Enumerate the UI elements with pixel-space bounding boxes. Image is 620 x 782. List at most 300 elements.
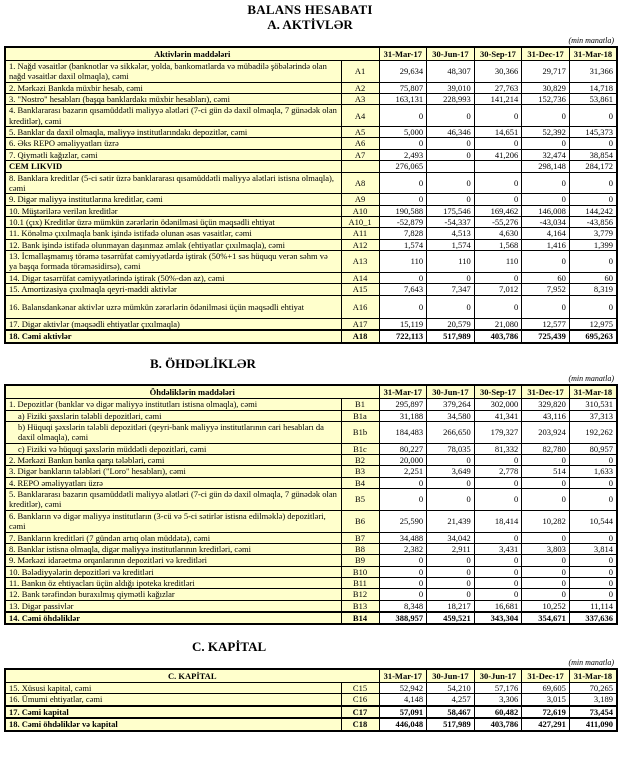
value-cell: 145,373 [569,127,617,138]
value-cell: 3,431 [474,543,522,554]
value-cell: 0 [474,555,522,566]
row-code: A2 [341,82,379,93]
row-label: 12. Bank tərəfindən buraxılmış qiymətli kağızlar [5,589,341,600]
value-cell: 18,414 [474,510,522,532]
row-code: A18 [341,330,379,342]
page-title: BALANS HESABATI [247,2,373,17]
value-cell: 82,780 [522,443,570,454]
value-cell: 403,786 [474,330,522,342]
value-cell: 514 [522,466,570,477]
row-code: C15 [341,683,379,694]
row-label: 3. Digər bankların tələbləri ("Loro" hesabları), cəmi [5,466,341,477]
row-label: 18. Cəmi aktivlər [5,330,341,342]
row-code: B1a [341,410,379,421]
value-cell: -52,879 [379,216,427,227]
table-row [5,489,617,511]
value-cell: 3,803 [522,543,570,554]
row-code: B12 [341,589,379,600]
value-cell: 1,399 [569,239,617,250]
row-label: 4. REPO əməliyyatları üzrə [5,477,341,488]
table-row [5,251,617,273]
value-cell: 343,304 [474,612,522,624]
table-row [5,532,617,543]
value-cell: 110 [379,251,427,273]
table-row [5,318,617,330]
row-code: A5 [341,127,379,138]
table-row [5,706,617,718]
row-code [341,161,379,172]
value-cell: 379,264 [427,399,475,410]
value-cell: 41,341 [474,410,522,421]
value-cell: 70,265 [569,683,617,694]
value-cell: 5,000 [379,127,427,138]
section-heading-aktivler: A. AKTİVLƏR [267,17,353,33]
value-cell: 80,957 [569,443,617,454]
value-cell: 0 [427,149,475,160]
header-row [5,47,617,61]
value-cell: 0 [522,105,570,127]
row-label: 10. Müştərilərə verilən kreditlər [5,205,341,216]
value-cell: 0 [569,489,617,511]
value-cell: 0 [569,532,617,543]
value-cell: 0 [379,194,427,205]
value-cell: -43,856 [569,216,617,227]
row-code: A12 [341,239,379,250]
date-column-header: 31-Dec-17 [522,47,570,61]
value-cell: 73,454 [569,706,617,718]
value-cell: 0 [379,577,427,588]
row-label: 17. Digər aktivlər (məqsədli ehtiyatlar çıxılmaqla) [5,318,341,330]
table-row [5,239,617,250]
value-cell: 75,807 [379,82,427,93]
row-label: 9. Digər maliyyə institutlarına kreditlər, cəmi [5,194,341,205]
row-code: A6 [341,138,379,149]
value-cell: 69,605 [522,683,570,694]
value-cell: 0 [427,455,475,466]
row-label: 12. Bank işində istifadə olunmayan daşınmaz əmlak (ehtiyatlar çıxılmaqla), cəmi [5,239,341,250]
row-label: 11. Könəlmə çıxılmaqla bank işində istifadə olunan əsas vəsaitlər, cəmi [5,228,341,239]
value-cell: -55,276 [474,216,522,227]
table-row [5,477,617,488]
row-code: A15 [341,284,379,295]
items-column-header: C. KAPİTAL [5,669,379,683]
value-cell: 0 [569,477,617,488]
value-cell: 411,090 [569,718,617,730]
table-row [5,127,617,138]
row-code: B5 [341,489,379,511]
row-code: B14 [341,612,379,624]
row-label: 1. Nağd vəsaitlər (banknotlar və sikkələr, yolda, bankomatlarda və mübadilə şöbələrində olan nağd vəsaitlər daxil olmaqla), cəmi [5,60,341,82]
row-code: B8 [341,543,379,554]
value-cell: 0 [569,566,617,577]
value-cell: 0 [427,577,475,588]
value-cell: 0 [427,138,475,149]
row-code: B4 [341,477,379,488]
table-row [5,205,617,216]
value-cell: 0 [569,455,617,466]
row-label: 16. Ümumi ehtiyatlar, cəmi [5,694,341,706]
value-cell: 0 [427,295,475,318]
row-code: A13 [341,251,379,273]
value-cell: 0 [427,477,475,488]
row-code: A7 [341,149,379,160]
value-cell: 52,392 [522,127,570,138]
value-cell: 1,633 [569,466,617,477]
value-cell: 4,148 [379,694,427,706]
row-code: B1 [341,399,379,410]
value-cell: 695,263 [569,330,617,342]
value-cell: 0 [474,138,522,149]
value-cell: 25,590 [379,510,427,532]
value-cell: 152,736 [522,94,570,105]
value-cell: 0 [474,477,522,488]
value-cell: 0 [569,138,617,149]
row-code: A10 [341,205,379,216]
value-cell: 2,911 [427,543,475,554]
value-cell: 0 [474,577,522,588]
value-cell: 3,306 [474,694,522,706]
row-label: 15. Amortizasiya çıxılmaqla qeyri-maddi aktivlər [5,284,341,295]
value-cell: 0 [474,566,522,577]
value-cell: 0 [474,272,522,283]
value-cell: 459,521 [427,612,475,624]
value-cell: 0 [569,172,617,194]
value-cell: 0 [379,489,427,511]
date-column-header: 30-Jun-17 [474,669,522,683]
row-label: 7. Qiymətli kağızlar, cəmi [5,149,341,160]
value-cell: 0 [427,489,475,511]
date-column-header: 31-Mar-18 [569,669,617,683]
value-cell: 175,546 [427,205,475,216]
value-cell: 0 [379,272,427,283]
value-cell: 0 [522,194,570,205]
value-cell: 146,008 [522,205,570,216]
table-row [5,543,617,554]
value-cell: 354,671 [522,612,570,624]
table-row [5,399,617,410]
value-cell: 60 [522,272,570,283]
value-cell: 0 [522,555,570,566]
row-label: 18. Cəmi öhdəliklər və kapital [5,718,341,730]
value-cell: 0 [522,532,570,543]
row-code: C18 [341,718,379,730]
date-column-header: 30-Sep-17 [474,47,522,61]
value-cell: 0 [474,105,522,127]
value-cell: 0 [522,489,570,511]
row-label: 10. Bələdiyyələrin depozitləri və kreditləri [5,566,341,577]
value-cell: 298,148 [522,161,570,172]
table-row [5,510,617,532]
row-label: 5. Banklararası bazarın qısamüddətli maliyyə alətləri (7-ci gün də daxil olmaqla, 7 günədək olan kreditlər), cəmi [5,489,341,511]
table-row [5,60,617,82]
table-row [5,228,617,239]
value-cell: 27,763 [474,82,522,93]
value-cell: 190,588 [379,205,427,216]
table-row [5,683,617,694]
header-row [5,669,617,683]
value-cell: 7,828 [379,228,427,239]
value-cell: 29,634 [379,60,427,82]
unit-note-a: (min manatla) [568,35,614,45]
ohdelikler-table [4,384,618,626]
value-cell: 0 [474,194,522,205]
value-cell: 48,307 [427,60,475,82]
value-cell: 12,577 [522,318,570,330]
value-cell: 1,574 [427,239,475,250]
value-cell: 295,897 [379,399,427,410]
value-cell: 10,282 [522,510,570,532]
table-row [5,718,617,730]
value-cell: 329,820 [522,399,570,410]
value-cell: 0 [379,172,427,194]
value-cell: 30,366 [474,60,522,82]
value-cell: 14,651 [474,127,522,138]
value-cell: 192,262 [569,421,617,443]
date-column-header: 30-Jun-17 [427,47,475,61]
value-cell: -54,337 [427,216,475,227]
table-row [5,577,617,588]
value-cell: 20,579 [427,318,475,330]
table-row [5,216,617,227]
row-label: 8. Banklar istisna olmaqla, digər maliyyə institutlarının kreditləri, cəmi [5,543,341,554]
row-label: 15. Xüsusi kapital, cəmi [5,683,341,694]
value-cell: 15,119 [379,318,427,330]
table-row [5,566,617,577]
value-cell: 0 [379,555,427,566]
row-label: 4. Banklararası bazarın qısamüddətli maliyyə alətləri (7-ci gün də daxil olmaqla, 7 günədək olan kreditlər), cəmi [5,105,341,127]
date-column-header: 31-Mar-17 [379,385,427,399]
value-cell: 0 [427,194,475,205]
value-cell: 0 [569,194,617,205]
row-label: 14. Digər təsərrüfat cəmiyyətlərində iştirak (50%-dən az), cəmi [5,272,341,283]
row-code: A8 [341,172,379,194]
value-cell: 203,924 [522,421,570,443]
value-cell: 3,814 [569,543,617,554]
value-cell: 7,347 [427,284,475,295]
row-code: A1 [341,60,379,82]
row-code: B7 [341,532,379,543]
value-cell: 0 [522,566,570,577]
value-cell: 725,439 [522,330,570,342]
value-cell: 39,010 [427,82,475,93]
value-cell: 1,416 [522,239,570,250]
row-code: A10_1 [341,216,379,227]
value-cell: 10,544 [569,510,617,532]
section-ohdelikler [0,357,620,626]
date-column-header: 31-Mar-18 [569,385,617,399]
value-cell: 11,114 [569,600,617,612]
date-column-header: 31-Mar-17 [379,47,427,61]
value-cell: 0 [474,455,522,466]
value-cell: 0 [522,295,570,318]
row-label: 14. Cəmi öhdəliklər [5,612,341,624]
value-cell: 228,993 [427,94,475,105]
row-code: A3 [341,94,379,105]
value-cell: 21,439 [427,510,475,532]
row-label: CEM LIKVID [5,161,341,172]
table-row [5,410,617,421]
value-cell: 0 [522,477,570,488]
value-cell: 2,778 [474,466,522,477]
value-cell: 3,189 [569,694,617,706]
row-label: 2. Mərkəzi Bankın banka qarşı tələbləri, cəmi [5,455,341,466]
row-code: A4 [341,105,379,127]
value-cell: 0 [569,295,617,318]
row-label: 16. Balansdankənar aktivlər uzrə mümkün zərərlərin ödənilməsi üçün məqsədli ehtiyat [5,295,341,318]
row-label: 9. Mərkəzi idarəetmə orqanlarının depozitləri və kreditləri [5,555,341,566]
value-cell: 4,257 [427,694,475,706]
row-code: B1b [341,421,379,443]
table-row [5,694,617,706]
value-cell: 2,251 [379,466,427,477]
value-cell: 78,035 [427,443,475,454]
row-code: B10 [341,566,379,577]
value-cell: 517,989 [427,718,475,730]
value-cell: 110 [474,251,522,273]
value-cell: 31,188 [379,410,427,421]
value-cell: 2,382 [379,543,427,554]
table-row [5,295,617,318]
unit-note-c: (min manatla) [568,657,614,667]
table-row [5,443,617,454]
table-row [5,330,617,342]
row-code: B6 [341,510,379,532]
value-cell: 110 [427,251,475,273]
row-label: 10.1 (çıx) Kreditlər üzrə mümkün zərərlərin ödənilməsi üçün məqsədli ehtiyat [5,216,341,227]
value-cell: 20,000 [379,455,427,466]
value-cell: 517,989 [427,330,475,342]
value-cell: 0 [474,532,522,543]
value-cell: 21,080 [474,318,522,330]
value-cell: 169,462 [474,205,522,216]
kapital-table [4,668,618,732]
row-label: 11. Bankın öz ehtiyacları üçün aldığı ipoteka kreditləri [5,577,341,588]
value-cell: 43,116 [522,410,570,421]
value-cell: 0 [474,295,522,318]
unit-note-b: (min manatla) [568,373,614,383]
table-row [5,421,617,443]
value-cell: 0 [427,566,475,577]
row-label: 5. Banklar da daxil olmaqla, maliyyə institutlarındakı depozitlər, cəmi [5,127,341,138]
table-row [5,194,617,205]
aktivler-table [4,46,618,344]
row-label: c) Fiziki və hüquqi şəxslərin müddətli depozitləri, cəmi [5,443,341,454]
value-cell: 0 [569,589,617,600]
value-cell: 7,012 [474,284,522,295]
date-column-header: 31-Mar-17 [379,669,427,683]
value-cell: 0 [427,105,475,127]
value-cell: 32,474 [522,149,570,160]
value-cell: 310,531 [569,399,617,410]
table-row [5,272,617,283]
date-column-header: 30-Sep-17 [474,385,522,399]
value-cell: 46,346 [427,127,475,138]
row-code: A16 [341,295,379,318]
value-cell: 0 [379,295,427,318]
value-cell: 184,483 [379,421,427,443]
value-cell: 72,619 [522,706,570,718]
value-cell: 52,942 [379,683,427,694]
row-code: B3 [341,466,379,477]
value-cell: 57,091 [379,706,427,718]
value-cell: 14,718 [569,82,617,93]
value-cell: 427,291 [522,718,570,730]
value-cell: 446,048 [379,718,427,730]
table-row [5,466,617,477]
value-cell: 4,513 [427,228,475,239]
value-cell: 1,568 [474,239,522,250]
value-cell: 337,636 [569,612,617,624]
value-cell: 403,786 [474,718,522,730]
table-row [5,172,617,194]
value-cell: 0 [522,589,570,600]
table-row [5,589,617,600]
row-label: 7. Bankların kreditləri (7 gündən artıq olan müddətə), cəmi [5,532,341,543]
value-cell: 8,319 [569,284,617,295]
header-row [5,385,617,399]
row-label: 13. İcmallaşmamış törəmə təsərrüfat cəmiyyətlərdə iştirak (50%+1 səs hüququ verən səhm və ya başqa formada törəməsidirsə), cəmi [5,251,341,273]
value-cell: 163,131 [379,94,427,105]
row-code: B13 [341,600,379,612]
value-cell: 8,348 [379,600,427,612]
value-cell: 41,206 [474,149,522,160]
value-cell: 3,015 [522,694,570,706]
value-cell: 58,467 [427,706,475,718]
value-cell: 60 [569,272,617,283]
section-kapital [0,640,620,731]
value-cell: 388,957 [379,612,427,624]
value-cell: 57,176 [474,683,522,694]
value-cell: 0 [522,138,570,149]
value-cell: 0 [427,272,475,283]
value-cell: 284,172 [569,161,617,172]
row-label: a) Fiziki şəxslərin tələbli depozitləri, cəmi [5,410,341,421]
value-cell: 722,113 [379,330,427,342]
row-label: 6. Əks REPO əməliyyatları üzrə [5,138,341,149]
value-cell [427,161,475,172]
value-cell: 18,217 [427,600,475,612]
table-row [5,149,617,160]
value-cell: 1,574 [379,239,427,250]
value-cell: 81,332 [474,443,522,454]
table-row [5,138,617,149]
value-cell: 54,210 [427,683,475,694]
value-cell: 16,681 [474,600,522,612]
value-cell: 38,854 [569,149,617,160]
items-column-header: Aktivlərin maddələri [5,47,379,61]
value-cell: 0 [379,138,427,149]
value-cell: 34,042 [427,532,475,543]
table-row [5,105,617,127]
row-code: B9 [341,555,379,566]
table-row [5,161,617,172]
row-code: A9 [341,194,379,205]
value-cell: 60,482 [474,706,522,718]
value-cell: 2,493 [379,149,427,160]
table-row [5,94,617,105]
section-heading-kapital: C. KAPİTAL [192,639,267,655]
row-code: B1c [341,443,379,454]
row-label: 6. Bankların və digər maliyyə institutların (3-cü və 5-ci sətirlər istisna edilməklə) depozitləri, cəmi [5,510,341,532]
value-cell: 0 [427,555,475,566]
value-cell: 7,643 [379,284,427,295]
value-cell: 0 [569,105,617,127]
date-column-header: 31-Dec-17 [522,669,570,683]
value-cell: 7,952 [522,284,570,295]
value-cell: 0 [379,105,427,127]
value-cell: 0 [522,577,570,588]
value-cell: 34,488 [379,532,427,543]
